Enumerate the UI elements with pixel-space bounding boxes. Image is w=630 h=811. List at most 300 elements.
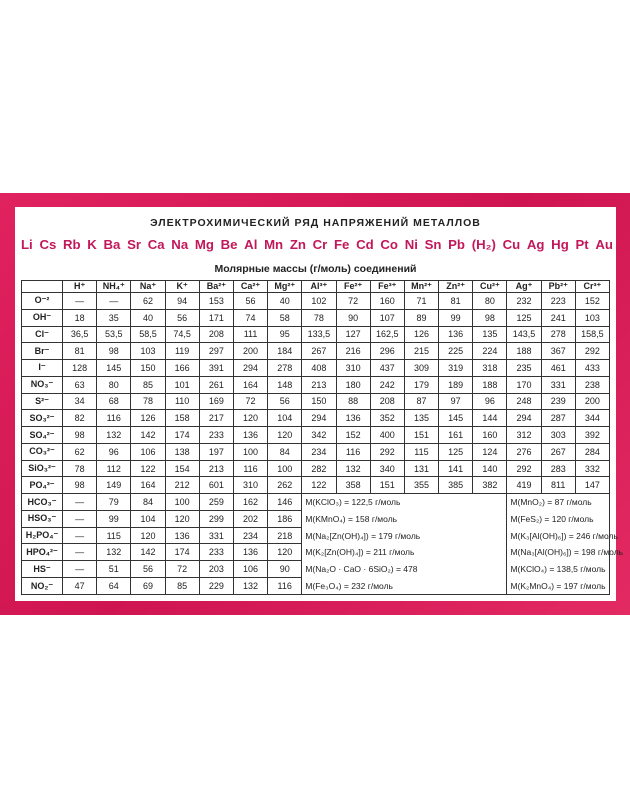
molar-mass-cell: 87: [404, 393, 438, 410]
molar-mass-cell: 115: [97, 527, 131, 544]
molar-mass-cell: 98: [63, 427, 97, 444]
molar-mass-cell: 223: [541, 293, 575, 310]
molar-mass-cell: 186: [268, 510, 302, 527]
molar-mass-cell: 232: [507, 293, 541, 310]
molar-mass-cell: 78: [63, 460, 97, 477]
molar-mass-cell: 160: [473, 427, 507, 444]
molar-mass-cell: 71: [404, 293, 438, 310]
molar-mass-note: M(KClO₃) = 122,5 г/моль: [302, 494, 507, 511]
molar-mass-cell: 116: [336, 443, 370, 460]
molar-mass-cell: 147: [575, 477, 609, 494]
molar-mass-cell: 162,5: [370, 326, 404, 343]
molar-mass-cell: 303: [541, 427, 575, 444]
molar-mass-cell: 68: [97, 393, 131, 410]
molar-mass-note: M(KMnO₄) = 158 г/моль: [302, 510, 507, 527]
molar-mass-cell: 104: [131, 510, 165, 527]
molar-mass-note: M(K₂[Zn(OH)₄]) = 211 г/моль: [302, 544, 507, 561]
molar-mass-cell: 35: [97, 309, 131, 326]
molar-mass-cell: 88: [336, 393, 370, 410]
molar-mass-cell: 601: [199, 477, 233, 494]
cation-header: Ag⁺: [507, 281, 541, 293]
molar-mass-cell: 241: [541, 309, 575, 326]
molar-mass-cell: 115: [404, 443, 438, 460]
table-row: [22, 343, 610, 360]
molar-mass-cell: 99: [97, 510, 131, 527]
molar-mass-cell: 148: [268, 376, 302, 393]
molar-mass-cell: 437: [370, 360, 404, 377]
molar-mass-cell: 132: [233, 578, 267, 595]
molar-mass-cell: 142: [131, 544, 165, 561]
cation-header: Fe²⁺: [336, 281, 370, 293]
molar-mass-cell: 98: [97, 343, 131, 360]
metal-symbol: Sn: [424, 237, 442, 252]
molar-mass-cell: 358: [336, 477, 370, 494]
molar-mass-cell: 150: [131, 360, 165, 377]
molar-mass-cell: 125: [507, 309, 541, 326]
anion-label: NO₃⁻: [22, 376, 63, 393]
molar-mass-cell: 133,5: [302, 326, 336, 343]
molar-mass-cell: 229: [199, 578, 233, 595]
molar-mass-cell: 82: [63, 410, 97, 427]
molar-mass-note: M(MnO₂) = 87 г/моль: [507, 494, 610, 511]
molar-mass-cell: 135: [473, 326, 507, 343]
cation-header: Zn²⁺: [439, 281, 473, 293]
molar-mass-cell: 96: [97, 443, 131, 460]
molar-mass-cell: 217: [199, 410, 233, 427]
molar-mass-cell: 212: [165, 477, 199, 494]
molar-mass-cell: 98: [63, 477, 97, 494]
molar-mass-cell: 85: [131, 376, 165, 393]
molar-mass-cell: 78: [302, 309, 336, 326]
anion-label: HCO₃⁻: [22, 494, 63, 511]
molar-mass-cell: 90: [268, 561, 302, 578]
table-row: [22, 360, 610, 377]
molar-mass-cell: 106: [233, 561, 267, 578]
table-row: [22, 393, 610, 410]
molar-mass-cell: 208: [199, 326, 233, 343]
molar-mass-cell: 136: [165, 527, 199, 544]
molar-mass-cell: 309: [404, 360, 438, 377]
molar-mass-cell: 56: [268, 393, 302, 410]
molar-mass-cell: 56: [165, 309, 199, 326]
molar-mass-note: M(K₃[Al(OH)₆]) = 246 г/моль: [507, 527, 610, 544]
molar-mass-cell: 119: [165, 343, 199, 360]
molar-mass-cell: 111: [233, 326, 267, 343]
molar-mass-cell: 151: [404, 427, 438, 444]
molar-mass-cell: 184: [268, 343, 302, 360]
molar-mass-cell: 145: [439, 410, 473, 427]
anion-label: Br⁻: [22, 343, 63, 360]
table-row: [22, 427, 610, 444]
molar-mass-cell: —: [63, 494, 97, 511]
molar-mass-cell: 197: [199, 443, 233, 460]
molar-mass-cell: 103: [131, 343, 165, 360]
molar-mass-cell: 433: [575, 360, 609, 377]
molar-mass-cell: 355: [404, 477, 438, 494]
molar-mass-cell: 69: [131, 578, 165, 595]
molar-mass-cell: 132: [97, 544, 131, 561]
anion-label: SO₃²⁻: [22, 410, 63, 427]
molar-mass-cell: 153: [199, 293, 233, 310]
molar-mass-cell: 158,5: [575, 326, 609, 343]
molar-mass-note: M(Na₂O · CaO · 6SiO₂) = 478: [302, 561, 507, 578]
molar-mass-cell: 126: [404, 326, 438, 343]
molar-mass-cell: 292: [507, 460, 541, 477]
molar-mass-cell: 225: [439, 343, 473, 360]
molar-mass-cell: 174: [165, 544, 199, 561]
molar-mass-cell: 126: [131, 410, 165, 427]
molar-mass-cell: 132: [97, 427, 131, 444]
metal-symbol: K: [87, 237, 97, 252]
molar-mass-cell: 318: [473, 360, 507, 377]
molar-mass-cell: 40: [131, 309, 165, 326]
anion-label: SiO₃²⁻: [22, 460, 63, 477]
cation-header: NH₄⁺: [97, 281, 131, 293]
molar-mass-cell: 80: [97, 376, 131, 393]
molar-mass-cell: 171: [199, 309, 233, 326]
molar-mass-cell: 419: [507, 477, 541, 494]
molar-mass-cell: 116: [268, 578, 302, 595]
molar-mass-cell: 84: [131, 494, 165, 511]
molar-mass-cell: 292: [575, 343, 609, 360]
metal-symbol: Pb: [448, 237, 465, 252]
molar-mass-note: M(K₂MnO₄) = 197 г/моль: [507, 578, 610, 595]
molar-mass-cell: 811: [541, 477, 575, 494]
molar-mass-cell: —: [63, 510, 97, 527]
molar-mass-cell: 332: [575, 460, 609, 477]
molar-mass-note: M(FeS₂) = 120 г/моль: [507, 510, 610, 527]
molar-mass-cell: 96: [473, 393, 507, 410]
table-subtitle: Молярные массы (г/моль) соединений: [214, 263, 417, 275]
molar-mass-cell: —: [63, 561, 97, 578]
molar-mass-cell: 18: [63, 309, 97, 326]
molar-mass-cell: 107: [370, 309, 404, 326]
molar-mass-cell: 150: [302, 393, 336, 410]
molar-mass-cell: 189: [439, 376, 473, 393]
molar-mass-cell: 97: [439, 393, 473, 410]
molar-mass-note: M(Na₃[Al(OH)₆]) = 198 г/моль: [507, 544, 610, 561]
cation-header: K⁺: [165, 281, 199, 293]
molar-mass-cell: —: [97, 293, 131, 310]
molar-mass-cell: 344: [575, 410, 609, 427]
cation-header: H⁺: [63, 281, 97, 293]
molar-mass-cell: 62: [63, 443, 97, 460]
molar-mass-cell: 392: [575, 427, 609, 444]
molar-mass-cell: 287: [541, 410, 575, 427]
molar-mass-cell: 340: [370, 460, 404, 477]
molar-mass-cell: 89: [404, 309, 438, 326]
molar-mass-cell: 294: [233, 360, 267, 377]
anion-label: NO₂⁻: [22, 578, 63, 595]
molar-mass-cell: 213: [302, 376, 336, 393]
molar-mass-cell: 174: [165, 427, 199, 444]
molar-mass-cell: 203: [199, 561, 233, 578]
metal-symbol: (H₂): [471, 237, 496, 252]
molar-mass-cell: 200: [233, 343, 267, 360]
molar-mass-cell: 56: [131, 561, 165, 578]
molar-mass-cell: 215: [404, 343, 438, 360]
molar-mass-cell: 352: [370, 410, 404, 427]
cation-header: Fe³⁺: [370, 281, 404, 293]
molar-mass-cell: 102: [302, 293, 336, 310]
table-row: [22, 443, 610, 460]
metal-symbol: Sr: [127, 237, 142, 252]
molar-mass-cell: 208: [370, 393, 404, 410]
molar-mass-cell: 179: [404, 376, 438, 393]
molar-mass-cell: 262: [268, 477, 302, 494]
table-row: [22, 376, 610, 393]
molar-mass-cell: 151: [370, 477, 404, 494]
molar-mass-cell: 110: [165, 393, 199, 410]
metal-symbol: Co: [380, 237, 398, 252]
molar-mass-cell: 120: [268, 427, 302, 444]
molar-mass-cell: 144: [473, 410, 507, 427]
table-row: [22, 326, 610, 343]
anion-label: OH⁻: [22, 309, 63, 326]
molar-mass-cell: 72: [233, 393, 267, 410]
molar-mass-cell: 319: [439, 360, 473, 377]
molar-mass-cell: 101: [165, 376, 199, 393]
molar-mass-cell: 261: [199, 376, 233, 393]
molar-mass-cell: —: [63, 293, 97, 310]
anion-label: O⁻²: [22, 293, 63, 310]
metal-symbol: Ba: [103, 237, 121, 252]
molar-mass-cell: 58: [268, 309, 302, 326]
metal-symbol: Be: [220, 237, 238, 252]
molar-mass-cell: 81: [439, 293, 473, 310]
molar-mass-cell: 136: [233, 544, 267, 561]
molar-mass-cell: 146: [268, 494, 302, 511]
molar-mass-cell: —: [63, 527, 97, 544]
molar-mass-cell: 120: [165, 510, 199, 527]
molar-mass-cell: 51: [97, 561, 131, 578]
molar-mass-cell: 267: [302, 343, 336, 360]
molar-mass-cell: 152: [336, 427, 370, 444]
table-row: [22, 460, 610, 477]
anion-label: HS⁻: [22, 561, 63, 578]
molar-mass-cell: 36,5: [63, 326, 97, 343]
molar-mass-cell: 47: [63, 578, 97, 595]
anion-label: HSO₃⁻: [22, 510, 63, 527]
molar-mass-cell: 218: [268, 527, 302, 544]
molar-mass-cell: 120: [233, 410, 267, 427]
molar-mass-cell: 90: [336, 309, 370, 326]
molar-mass-cell: 242: [370, 376, 404, 393]
metal-symbol: Au: [595, 237, 613, 252]
molar-mass-cell: 160: [370, 293, 404, 310]
molar-mass-cell: 180: [336, 376, 370, 393]
molar-mass-cell: 461: [541, 360, 575, 377]
molar-mass-cell: 152: [575, 293, 609, 310]
metal-symbol: Pt: [575, 237, 589, 252]
molar-mass-cell: 200: [575, 393, 609, 410]
molar-mass-cell: 122: [131, 460, 165, 477]
metal-symbol: Ag: [526, 237, 545, 252]
molar-mass-cell: 169: [199, 393, 233, 410]
metal-symbol: Al: [244, 237, 258, 252]
corner-cell: [22, 281, 63, 293]
molar-mass-cell: 122: [302, 477, 336, 494]
molar-mass-cell: 100: [268, 460, 302, 477]
molar-mass-cell: 267: [541, 443, 575, 460]
molar-mass-cell: 310: [233, 477, 267, 494]
anion-label: S²⁻: [22, 393, 63, 410]
molar-mass-cell: 164: [233, 376, 267, 393]
molar-mass-cell: 138: [165, 443, 199, 460]
molar-mass-cell: 233: [199, 544, 233, 561]
molar-mass-cell: 63: [63, 376, 97, 393]
molar-mass-cell: 125: [439, 443, 473, 460]
molar-mass-cell: 106: [131, 443, 165, 460]
molar-mass-cell: 58,5: [131, 326, 165, 343]
molar-mass-cell: 235: [507, 360, 541, 377]
molar-mass-cell: 132: [336, 460, 370, 477]
molar-mass-cell: 278: [541, 326, 575, 343]
molar-mass-note: M(Na₂[Zn(OH)₄]) = 179 г/моль: [302, 527, 507, 544]
molar-mass-cell: 216: [336, 343, 370, 360]
molar-mass-cell: 145: [97, 360, 131, 377]
metal-symbol: Li: [21, 237, 33, 252]
molar-mass-cell: 188: [507, 343, 541, 360]
table-row: [22, 510, 610, 527]
molar-mass-cell: 276: [507, 443, 541, 460]
molar-mass-cell: 310: [336, 360, 370, 377]
table-row: [22, 494, 610, 511]
molar-mass-cell: 162: [233, 494, 267, 511]
molar-mass-cell: 135: [404, 410, 438, 427]
molar-mass-cell: 283: [541, 460, 575, 477]
cation-header: Na⁺: [131, 281, 165, 293]
cation-header: Ca²⁺: [233, 281, 267, 293]
molar-mass-cell: 120: [131, 527, 165, 544]
molar-mass-cell: 238: [575, 376, 609, 393]
molar-mass-cell: 259: [199, 494, 233, 511]
metal-symbol: Cs: [39, 237, 57, 252]
molar-mass-cell: 143,5: [507, 326, 541, 343]
metal-symbol: Ni: [404, 237, 418, 252]
molar-mass-cell: 239: [541, 393, 575, 410]
molar-mass-cell: 72: [336, 293, 370, 310]
molar-mass-cell: 127: [336, 326, 370, 343]
cation-header: Al³⁺: [302, 281, 336, 293]
metal-symbol: Na: [171, 237, 189, 252]
molar-mass-cell: 342: [302, 427, 336, 444]
metal-activity-series: [21, 237, 613, 252]
molar-mass-cell: 100: [233, 443, 267, 460]
molar-mass-cell: 385: [439, 477, 473, 494]
metal-symbol: Cu: [502, 237, 521, 252]
cation-header: Mn²⁺: [404, 281, 438, 293]
molar-mass-cell: 400: [370, 427, 404, 444]
table-row: [22, 293, 610, 310]
molar-mass-cell: 40: [268, 293, 302, 310]
metal-symbol: Cd: [356, 237, 374, 252]
anion-label: SO₄²⁻: [22, 427, 63, 444]
molar-mass-cell: 116: [97, 410, 131, 427]
molar-mass-cell: 131: [404, 460, 438, 477]
molar-mass-cell: 188: [473, 376, 507, 393]
molar-mass-cell: 382: [473, 477, 507, 494]
metal-symbol: Cr: [312, 237, 328, 252]
molar-mass-cell: 103: [575, 309, 609, 326]
molar-mass-cell: 64: [97, 578, 131, 595]
metal-symbol: Fe: [334, 237, 350, 252]
molar-mass-cell: 234: [302, 443, 336, 460]
anion-label: I⁻: [22, 360, 63, 377]
molar-mass-cell: 331: [199, 527, 233, 544]
molar-mass-cell: 224: [473, 343, 507, 360]
molar-mass-cell: 312: [507, 427, 541, 444]
molar-mass-cell: 142: [131, 427, 165, 444]
molar-mass-cell: 74: [233, 309, 267, 326]
molar-mass-cell: 136: [439, 326, 473, 343]
molar-mass-cell: 53,5: [97, 326, 131, 343]
molar-mass-cell: 284: [575, 443, 609, 460]
molar-mass-note: M(KClO₄) = 138,5 г/моль: [507, 561, 610, 578]
molar-mass-cell: 80: [473, 293, 507, 310]
molar-mass-cell: 367: [541, 343, 575, 360]
anion-label: H₂PO₄⁻: [22, 527, 63, 544]
cation-header: Ba²⁺: [199, 281, 233, 293]
molar-mass-cell: 100: [165, 494, 199, 511]
table-row: [22, 309, 610, 326]
table-header-row: [22, 281, 610, 293]
molar-mass-cell: 278: [268, 360, 302, 377]
molar-mass-cell: 95: [268, 326, 302, 343]
molar-mass-cell: 141: [439, 460, 473, 477]
metal-symbol: Rb: [63, 237, 81, 252]
molar-mass-cell: 140: [473, 460, 507, 477]
molar-mass-cell: 154: [165, 460, 199, 477]
molar-mass-cell: 34: [63, 393, 97, 410]
molar-mass-cell: 294: [302, 410, 336, 427]
molar-mass-cell: 391: [199, 360, 233, 377]
cation-header: Cr³⁺: [575, 281, 609, 293]
table-row: [22, 410, 610, 427]
metal-symbol: Mg: [194, 237, 214, 252]
molar-mass-cell: 124: [473, 443, 507, 460]
molar-mass-cell: 84: [268, 443, 302, 460]
molar-mass-cell: 233: [199, 427, 233, 444]
anion-label: PO₄³⁻: [22, 477, 63, 494]
poster-sheet: [15, 207, 624, 601]
molar-mass-cell: 98: [473, 309, 507, 326]
molar-mass-cell: 331: [541, 376, 575, 393]
molar-mass-cell: 164: [131, 477, 165, 494]
molar-mass-cell: 72: [165, 561, 199, 578]
molar-mass-cell: 297: [199, 343, 233, 360]
table-row: [22, 527, 610, 544]
molar-mass-cell: 213: [199, 460, 233, 477]
molar-mass-cell: 85: [165, 578, 199, 595]
cation-header: Pb²⁺: [541, 281, 575, 293]
molar-mass-cell: 104: [268, 410, 302, 427]
molar-mass-cell: 170: [507, 376, 541, 393]
metal-symbol: Ca: [147, 237, 165, 252]
molar-mass-cell: 408: [302, 360, 336, 377]
molar-mass-cell: 149: [97, 477, 131, 494]
molar-mass-cell: 81: [63, 343, 97, 360]
molar-mass-cell: 62: [131, 293, 165, 310]
metal-symbol: Mn: [264, 237, 284, 252]
molar-mass-cell: 296: [370, 343, 404, 360]
anion-label: CO₃²⁻: [22, 443, 63, 460]
molar-mass-cell: 112: [97, 460, 131, 477]
molar-mass-cell: 166: [165, 360, 199, 377]
cation-header: Mg²⁺: [268, 281, 302, 293]
molar-mass-cell: 202: [233, 510, 267, 527]
molar-mass-cell: 74,5: [165, 326, 199, 343]
